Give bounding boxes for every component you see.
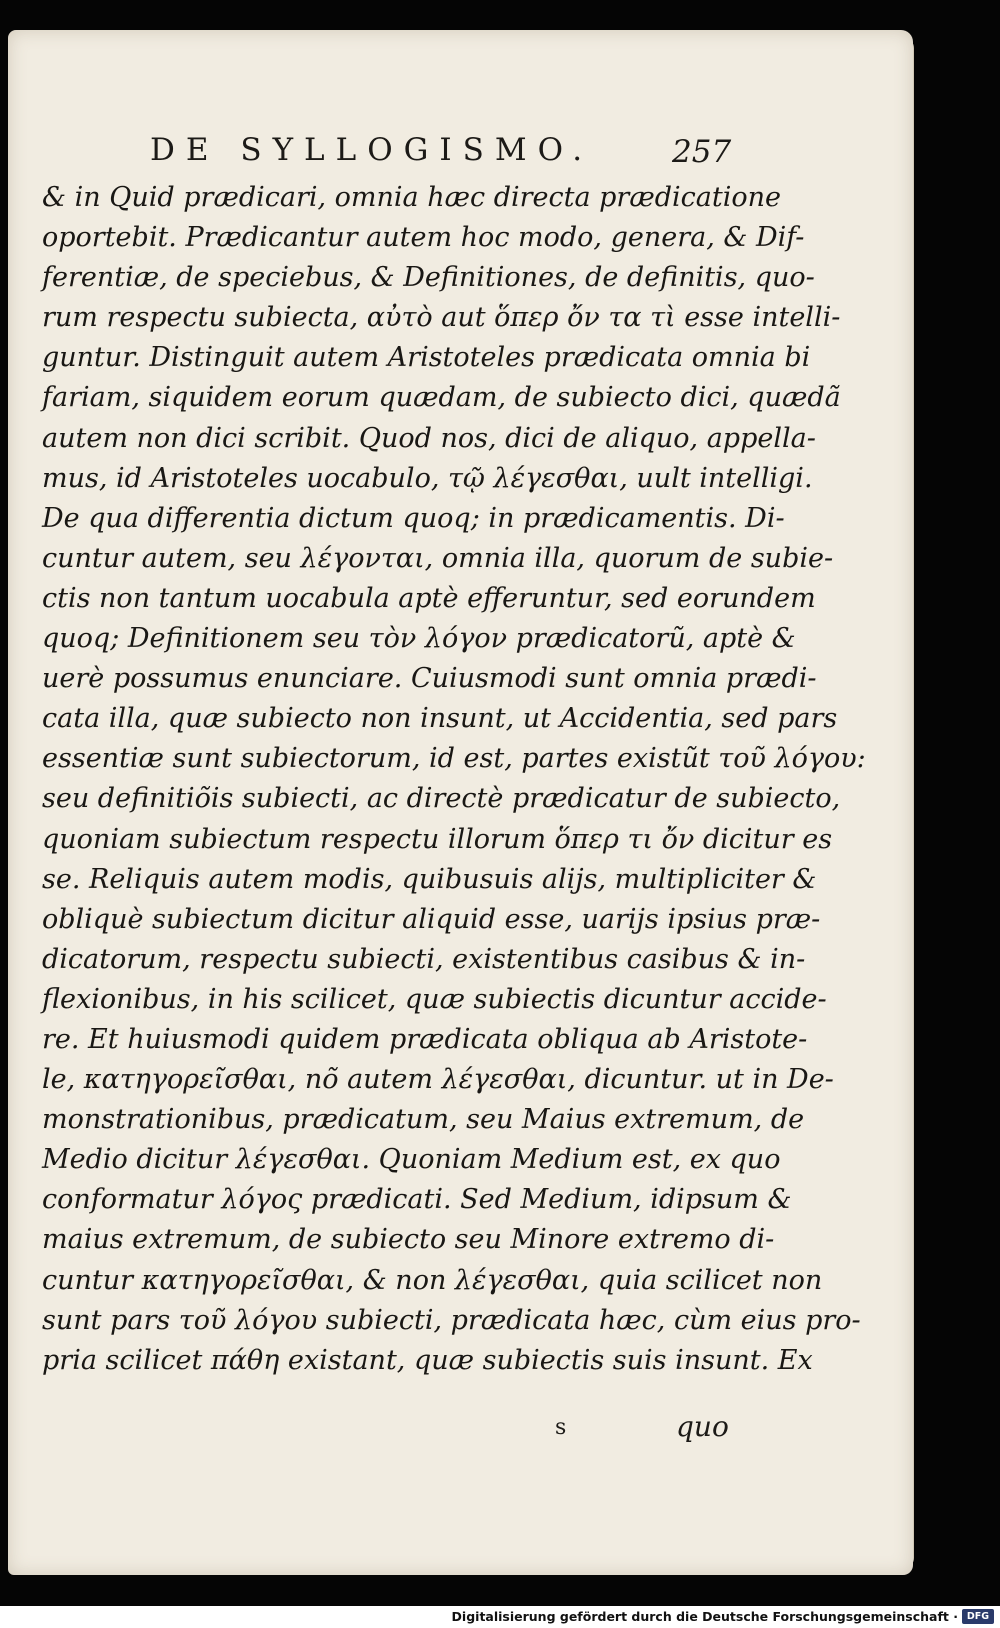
dfg-logo: DFG [962,1609,994,1624]
text-line: re. Et huiusmodi quidem prædicata obliqua ab Aristote- [42,1023,808,1055]
text-line: ferentiæ, de speciebus, & Definitiones, de definitis, quo- [42,262,815,294]
text-line: rum respectu subiecta, αὐτὸ aut ὅπερ ὄν τα τὶ esse intelli- [42,302,841,334]
text-line: essentiæ sunt subiectorum, id est, partes existũt τοῦ λόγου: [42,743,866,775]
text-line: ctis non tantum uocabula aptè efferuntur, sed eorundem [42,582,816,614]
text-line: pria scilicet πάθη existant, quæ subiectis suis insunt. Ex [42,1344,813,1376]
text-line: maius extremum, de subiecto seu Minore extremo di- [42,1224,775,1256]
text-line: conformatur λόγος prædicati. Sed Medium, idipsum & [42,1184,792,1216]
text-line: cata illa, quæ subiecto non insunt, ut Accidentia, sed pars [42,703,838,735]
funding-credit: Digitalisierung gefördert durch die Deutsche Forschungsgemeinschaft · [451,1609,958,1624]
text-line: uerè possumus enunciare. Cuiusmodi sunt omnia prædi- [42,663,817,695]
text-line: Medio dicitur λέγεσθαι. Quoniam Medium est, ex quo [42,1144,781,1176]
text-line: De qua differentia dictum quoq; in prædicamentis. Di- [42,502,785,534]
text-line: quoniam subiectum respectu illorum ὅπερ τι ὄν dicitur es [42,823,833,855]
text-line: se. Reliquis autem modis, quibusuis alijs, multipliciter & [42,863,817,895]
body-text [42,178,866,1381]
text-line: cuntur κατηγορεῖσθαι, & non λέγεσθαι, quia scilicet non [42,1264,823,1296]
text-line: autem non dici scribit. Quod nos, dici de aliquo, appella- [42,422,816,454]
text-line: seu definitiõis subiecti, ac directè prædicatur de subiecto, [42,783,841,815]
text-line: obliquè subiectum dicitur aliquid esse, uarijs ipsius præ- [42,903,821,935]
text-line: flexionibus, in his scilicet, quæ subiectis dicuntur accide- [42,983,827,1015]
text-line: sunt pars τοῦ λόγου subiecti, prædicata hæc, cùm eius pro- [42,1304,861,1336]
text-line: mus, id Aristoteles uocabulo, τῷ λέγεσθαι, uult intelligi. [42,462,813,494]
text-line: dicatorum, respectu subiecti, existentibus casibus & in- [42,943,806,975]
footer-bar [0,1606,1000,1628]
text-line: guntur. Distinguit autem Aristoteles prædicata omnia bi [42,342,811,374]
text-line: fariam, siquidem eorum quædam, de subiecto dici, quædã [42,382,841,414]
text-line: & in Quid prædicari, omnia hæc directa prædicatione [42,182,781,213]
signature-mark: s [555,1415,567,1440]
catchword: quo [676,1410,729,1443]
text-line: cuntur autem, seu λέγονται, omnia illa, quorum de subie- [42,542,834,574]
text-line: le, κατηγορεῖσθαι, nõ autem λέγεσθαι, dicuntur. ut in De- [42,1064,834,1096]
text-line: oportebit. Prædicantur autem hoc modo, genera, & Dif- [42,222,805,254]
running-head: DE SYLLOGISMO. [150,132,594,168]
text-line: monstrationibus, prædicatum, seu Maius extremum, de [42,1104,805,1136]
text-line: quoq; Definitionem seu τὸν λόγον prædicatorũ, aptè & [42,623,796,655]
page-number: 257 [672,134,732,170]
